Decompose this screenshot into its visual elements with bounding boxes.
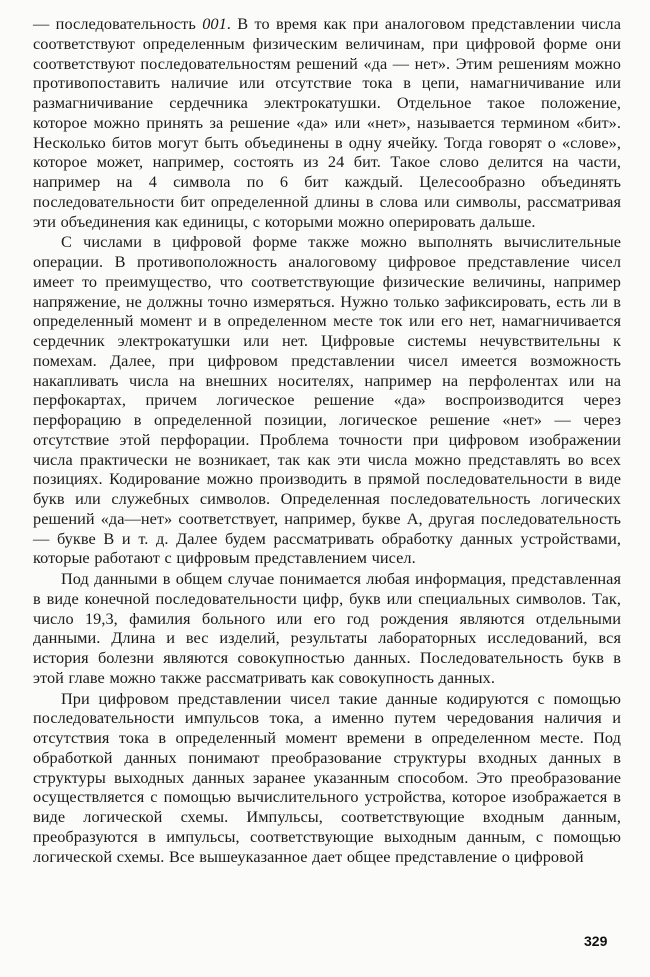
paragraph-2: С числами в цифровой форме также можно выполнять вычислительные операции. В противоположность аналоговому цифровое представление чисел имеет то преимущество, что соответствующие физические величины, например напряжение, не должны точно измеряться. Нужно только зафиксировать, есть ли в определенный момент и в определенном месте ток или его нет, намагничивается сердечник электрокатушки или нет. Цифровые системы нечувствительны к помехам. Далее, при цифровом представлении чисел имеется возможность накапливать числа на внешних носителях, например на перфолентах или на перфокартах, причем логическое решение «да» воспроизводится через перфорацию в определенной позиции, логическое решение «нет» — через отсутствие этой перфорации. Проблема точности при цифровом изображении числа практически не возникает, так как эти числа можно представлять во всех позициях. Кодирование можно производить в прямой последовательности в виде букв или служебных символов. Определенная последовательность логических решений «да—нет» соответствует, например, букве А, другая последовательность — букве В и т. д. Далее будем рассматривать обработку данных устройствами, которые работают с цифровым представлением чисел. [33,232,621,568]
paragraph-1-lead: — последовательность [33,14,203,33]
page-body [33,14,621,866]
page-number: 329 [584,933,608,949]
paragraph-1-text: . В то время как при аналоговом представлении числа соответствуют определенным физическим величинам, при цифровой форме они соответствуют последовательностям решений «да — нет». Этим решениям можно противопоставить наличие или отсутствие тока в цепи, намагничивание или размагничивание сердечника электрокатушки. Отдельное такое положение, которое можно принять за решение «да» или «нет», называется термином «бит». Несколько битов могут быть объединены в одну ячейку. Тогда говорят о «слове», которое может, например, состоять из 24 бит. Такое слово делится на части, например на 4 символа по 6 бит каждый. Целесообразно объединять последовательности бит определенной длины в слова или символы, рассматривая эти объединения как единицы, с которыми можно оперировать дальше. [33,14,621,231]
paragraph-3: Под данными в общем случае понимается любая информация, представленная в виде конечной последовательности цифр, букв или специальных символов. Так, число 19,3, фамилия больного или его год рождения являются отдельными данными. Длина и вес изделий, результаты лабораторных исследований, вся история болезни являются совокупностью данных. Последовательность букв в этой главе можно также рассматривать как совокупность данных. [33,569,621,687]
sequence-code: 001 [202,14,227,33]
paragraph-1 [33,14,621,231]
paragraph-4: При цифровом представлении чисел такие данные кодируются с помощью последовательности импульсов тока, а именно путем чередования наличия и отсутствия тока в определенный момент времени в определенном месте. Под обработкой данных понимают преобразование структуры входных данных в структуры выходных данных заранее указанным способом. Это преобразование осуществляется с помощью вычислительного устройства, которое изображается в виде логической схемы. Импульсы, соответствующие входным данным, преобразуются в импульсы, соответствующие выходным данным, с помощью логической схемы. Все вышеуказанное дает общее представление о цифровой [33,688,621,866]
